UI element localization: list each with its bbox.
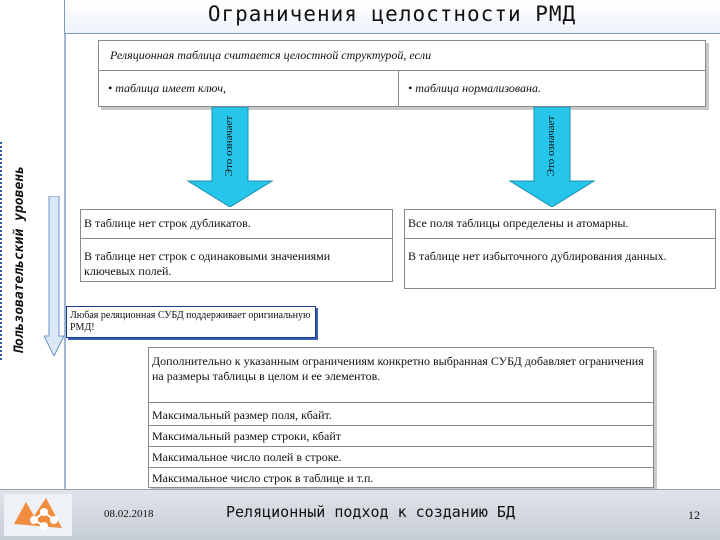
divider — [404, 238, 716, 239]
right-arrow-label: Это означает — [545, 115, 557, 177]
rdbms-support-note: Любая реляционная СУБД поддерживает оригинальную РМД! — [66, 306, 316, 338]
divider — [148, 467, 654, 468]
condition-has-key: • таблица имеет ключ, — [108, 81, 227, 95]
divider — [148, 425, 654, 426]
constraint-item: Максимальное число полей в строке. — [152, 450, 342, 464]
slide-title: Ограничения целостности РМД — [207, 2, 577, 26]
page-number: 12 — [688, 508, 700, 522]
no-duplicate-keys: В таблице нет строк с одинаковыми значениями ключевых полей. — [84, 249, 331, 278]
no-duplicate-rows: В таблице нет строк дубликатов. — [84, 216, 251, 230]
sidebar-label: Пользовательский уровень — [12, 166, 27, 354]
constraint-item: Максимальный размер строки, кбайт — [152, 429, 341, 443]
divider — [98, 70, 706, 71]
divider — [148, 446, 654, 447]
slide-date: 08.02.2018 — [104, 508, 154, 520]
footer-title: Реляционный подход к созданию БД — [226, 503, 515, 521]
constraint-item: Максимальный размер поля, кбайт. — [152, 408, 332, 422]
divider — [80, 238, 393, 239]
no-redundancy: В таблице нет избыточного дублирования данных. — [408, 249, 667, 263]
logo-icon — [4, 494, 72, 536]
constraints-header: Дополнительно к указанным ограничениям конкретно выбранная СУБД добавляет ограничения на размеры таблицы в целом и ее элементов. — [152, 354, 644, 383]
condition-normalized: • таблица нормализована. — [408, 81, 541, 95]
integrity-condition-header: Реляционная таблица считается целостной структурой, если — [110, 48, 432, 62]
sidebar-dotted-line — [0, 142, 4, 360]
divider — [148, 402, 654, 403]
fields-atomic: Все поля таблицы определены и атомарны. — [408, 216, 629, 230]
left-arrow-label: Это означает — [223, 115, 235, 177]
constraint-item: Максимальное число строк в таблице и т.п. — [152, 471, 374, 485]
divider — [398, 70, 399, 107]
